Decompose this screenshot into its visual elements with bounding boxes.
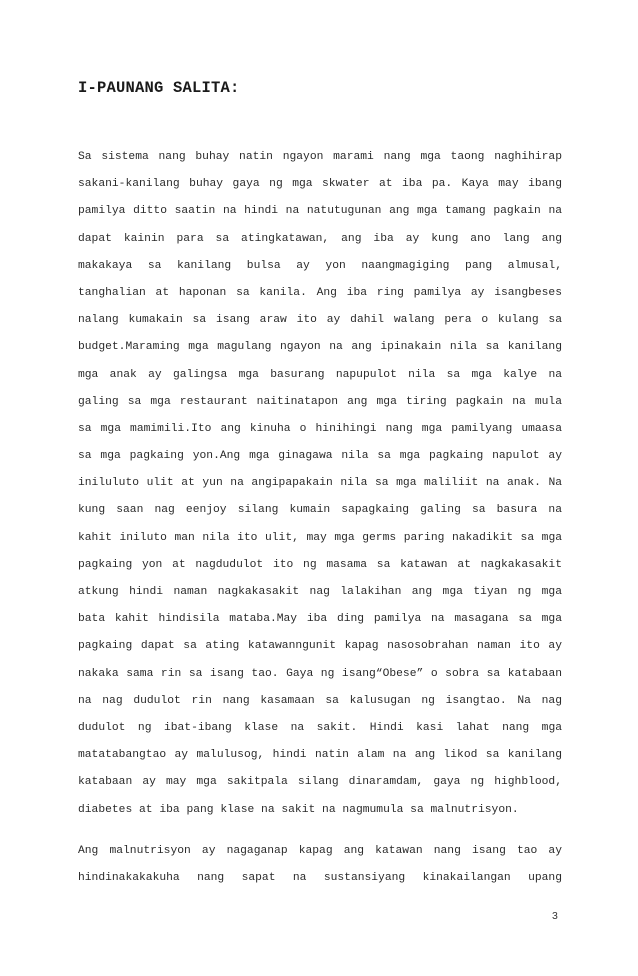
text-line: tanghalian at haponan sa kanila. Ang iba ring pamilya ay isangbeses — [78, 286, 562, 299]
text-line: sa mga pagkaing yon.Ang mga ginagawa nila sa mga pagkaing napulot ay — [78, 450, 562, 463]
text-line: katabaan ay may mga sakitpala silang dinaramdam, gaya ng highblood, — [78, 776, 562, 789]
paragraph-1 — [78, 144, 562, 824]
section-heading: I-PAUNANG SALITA: — [78, 79, 240, 97]
text-line: Ang malnutrisyon ay nagaganap kapag ang katawan nang isang tao ay — [78, 845, 562, 857]
text-line: hindinakakakuha nang sapat na sustansiyang kinakailangan upang — [78, 872, 562, 885]
text-line: pamilya ditto saatin na hindi na natutugunan ang mga tamang pagkain na — [78, 205, 562, 218]
text-line: pagkaing yon at nagdudulot ito ng masama sa katawan at nagkakasakit — [78, 558, 562, 571]
text-line: nalang kumakain sa isang araw ito ay dahil walang pera o kulang sa — [78, 314, 562, 327]
page-number: 3 — [552, 910, 558, 922]
text-line: budget.Maraming mga magulang ngayon na ang ipinakain nila sa kanilang — [78, 341, 562, 354]
text-line: Sa sistema nang buhay natin ngayon marami nang mga taong naghihirap — [78, 151, 562, 163]
text-line: matatabangtao ay malulusog, hindi natin alam na ang likod sa kanilang — [78, 749, 562, 762]
text-line: sakani-kanilang buhay gaya ng mga skwater at iba pa. Kaya may ibang — [78, 178, 562, 191]
text-line: sa mga mamimili.Ito ang kinuha o hinihingi nang mga pamilyang umaasa — [78, 422, 562, 435]
text-line: pagkaing dapat sa ating katawanngunit kapag nasosobrahan naman ito ay — [78, 640, 562, 653]
text-line: galing sa mga restaurant naitinatapon ang mga tiring pagkain na mula — [78, 395, 562, 408]
text-line: dudulot ng ibat-ibang klase na sakit. Hindi kasi lahat nang mga — [78, 721, 562, 734]
text-line: bata kahit hindisila mataba.May iba ding pamilya na masagana sa mga — [78, 613, 562, 626]
text-line: makakaya sa kanilang bulsa ay yon naangmagiging pang almusal, — [78, 259, 562, 272]
text-line: mga anak ay galingsa mga basurang napupulot nila sa mga kalye na — [78, 368, 562, 381]
text-line: na nag dudulot rin nang kasamaan sa kalusugan ng isangtao. Na nag — [78, 694, 562, 707]
text-line: nakaka sama rin sa isang tao. Gaya ng isang“Obese” o sobra sa katabaan — [78, 667, 562, 680]
text-line: dapat kainin para sa atingkatawan, ang iba ay kung ano lang ang — [78, 232, 562, 245]
text-line: iniluluto ulit at yun na angipapakain nila sa mga maliliit na anak. Na — [78, 477, 562, 490]
text-line: kung saan nag eenjoy silang kumain sapagkaing galing sa basura na — [78, 504, 562, 517]
text-line: atkung hindi naman nagkakasakit nag lalakihan ang mga tiyan ng mga — [78, 586, 562, 598]
text-line: kahit iniluto man nila ito ulit, may mga germs paring nakadikit sa mga — [78, 531, 562, 544]
text-line: diabetes at iba pang klase na sakit na nagmumula sa malnutrisyon. — [78, 803, 519, 816]
paragraph-2 — [78, 838, 562, 892]
